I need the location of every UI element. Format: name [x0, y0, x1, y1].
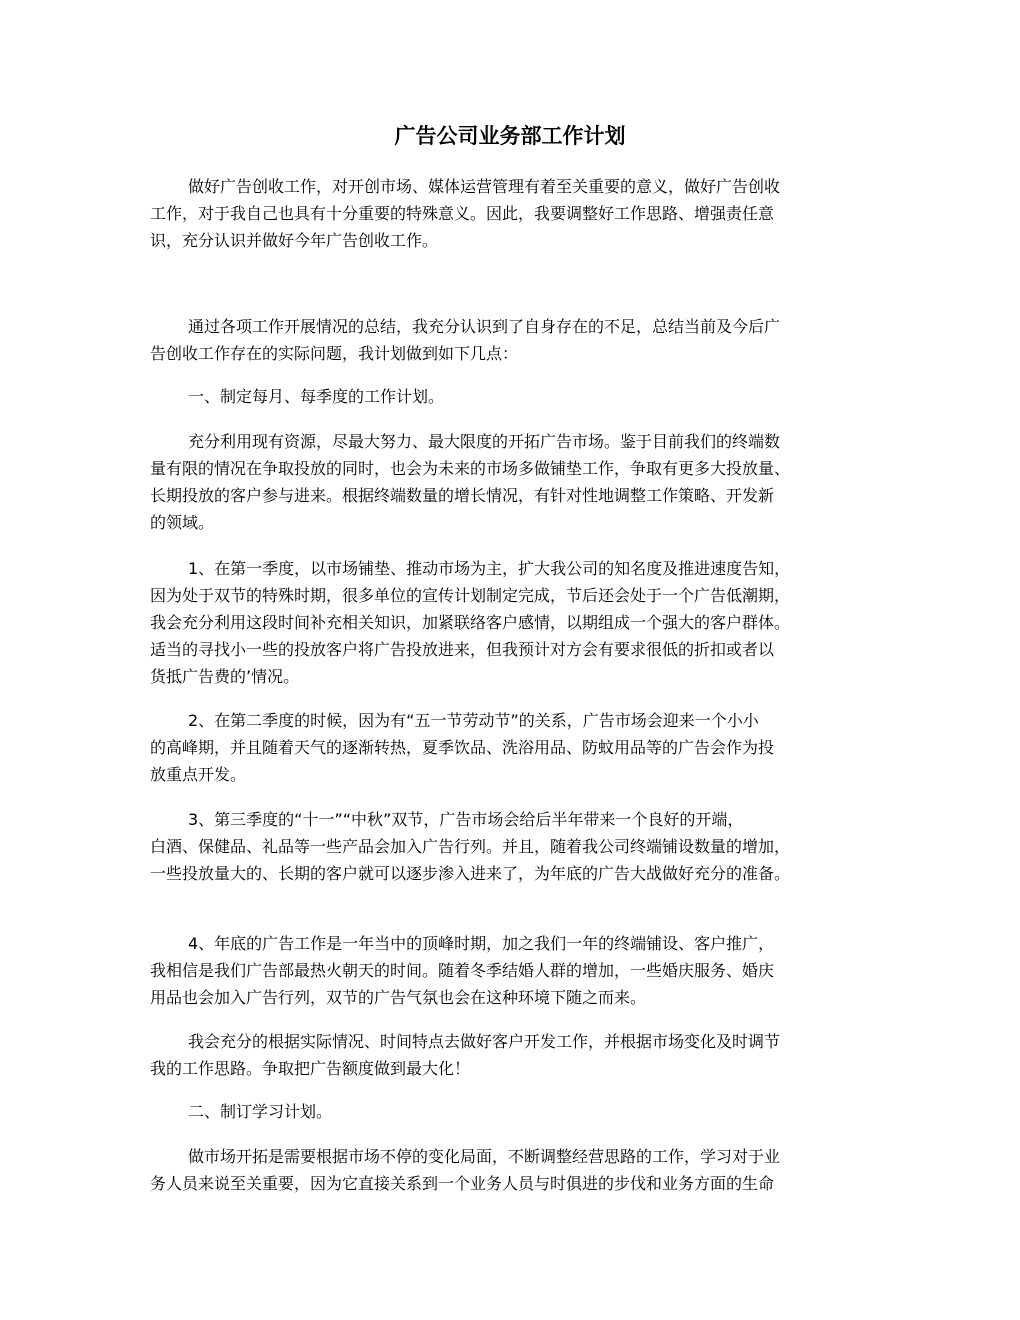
quarter-3-paragraph: [150, 806, 858, 887]
text-line: 通过各项工作开展情况的总结，我充分认识到了自身存在的不足，总结当前及今后广: [188, 317, 781, 336]
text-line: 做好广告创收工作，对开创市场、媒体运营管理有着至关重要的意义，做好广告创收: [188, 177, 781, 196]
summary-paragraph: [150, 313, 858, 367]
text-line: 二、制订学习计划。: [188, 1102, 333, 1121]
text-line: 2、在第二季度的时候，因为有“五一节劳动节”的关系，广告市场会迎来一个小小: [188, 711, 759, 730]
text-line: 因为处于双节的特殊时期，很多单位的宣传计划制定完成，节后还会处于一个广告低潮期，: [150, 586, 791, 605]
text-line: 充分利用现有资源，尽最大努力、最大限度的开拓广告市场。鉴于目前我们的终端数: [188, 432, 781, 451]
text-line: 4、年底的广告工作是一年当中的顶峰时期，加之我们一年的终端铺设、客户推广，: [188, 934, 775, 953]
intro-paragraph: [150, 173, 858, 254]
resource-paragraph: [150, 428, 858, 536]
text-line: 一些投放量大的、长期的客户就可以逐步渗入进来了，为年底的广告大战做好充分的准备。: [150, 864, 791, 883]
text-line: 1、在第一季度，以市场铺垫、推动市场为主，扩大我公司的知名度及推进速度告知，: [188, 559, 791, 578]
text-line: 一、制定每月、每季度的工作计划。: [188, 387, 445, 406]
learning-paragraph: [150, 1143, 858, 1197]
text-line: 我会充分的根据实际情况、时间特点去做好客户开发工作，并根据市场变化及时调节: [188, 1032, 781, 1051]
text-line: 长期投放的客户参与进来。根据终端数量的增长情况，有针对性地调整工作策略、开发新: [150, 486, 775, 505]
quarter-1-paragraph: [150, 555, 858, 690]
text-line: 的高峰期，并且随着天气的逐渐转热，夏季饮品、洗浴用品、防蚊用品等的广告会作为投: [150, 738, 775, 757]
text-line: 货抵广告费的’情况。: [150, 667, 300, 686]
text-line: 白酒、保健品、礼品等一些产品会加入广告行列。并且，随着我公司终端铺设数量的增加，: [150, 837, 791, 856]
quarter-2-paragraph: [150, 707, 858, 788]
text-line: 告创收工作存在的实际问题，我计划做到如下几点：: [150, 344, 519, 363]
quarter-4-paragraph: [150, 930, 858, 1011]
text-line: 我相信是我们广告部最热火朝天的时间。随着冬季结婚人群的增加，一些婚庆服务、婚庆: [150, 961, 775, 980]
text-line: 务人员来说至关重要，因为它直接关系到一个业务人员与时俱进的步伐和业务方面的生命: [150, 1174, 775, 1193]
client-development-paragraph: [150, 1028, 858, 1082]
text-line: 用品也会加入广告行列，双节的广告气氛也会在这种环境下随之而来。: [150, 988, 647, 1007]
text-line: 3、第三季度的“十一”“中秋”双节，广告市场会给后半年带来一个良好的开端，: [188, 810, 744, 829]
text-line: 的领域。: [150, 513, 215, 532]
text-line: 我的工作思路。争取把广告额度做到最大化！: [150, 1059, 471, 1078]
text-line: 识，充分认识并做好今年广告创收工作。: [150, 231, 439, 250]
text-line: 量有限的情况在争取投放的同时，也会为未来的市场多做铺垫工作，争取有更多大投放量、: [150, 459, 791, 478]
text-line: 适当的寻找小一些的投放客户将广告投放进来，但我预计对方会有要求很低的折扣或者以: [150, 640, 775, 659]
text-line: 放重点开发。: [150, 765, 247, 784]
text-line: 我会充分利用这段时间补充相关知识，加紧联络客户感情，以期组成一个强大的客户群体。: [150, 613, 791, 632]
text-line: 工作，对于我自己也具有十分重要的特殊意义。因此，我要调整好工作思路、增强责任意: [150, 204, 775, 223]
text-line: 做市场开拓是需要根据市场不停的变化局面，不断调整经营思路的工作，学习对于业: [188, 1147, 781, 1166]
section-heading-2: [150, 1098, 858, 1125]
document-title: 广告公司业务部工作计划: [394, 123, 626, 148]
section-heading-1: [150, 383, 858, 410]
